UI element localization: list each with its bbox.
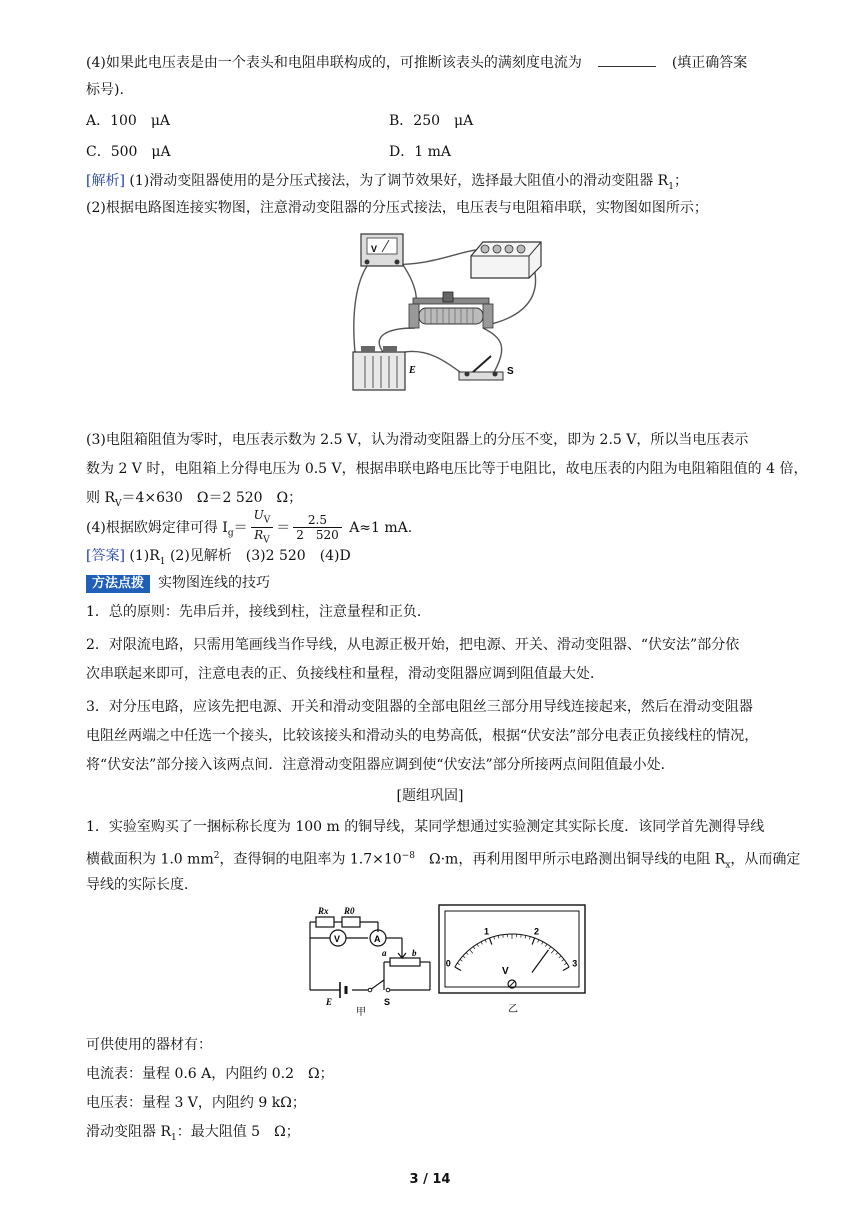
switch-device [459,356,514,380]
method-item-3-l3: 将“伏安法”部分接入该两点间．注意滑动变阻器应调到使“伏安法”部分所接两点间阻值最小处． [86,757,675,773]
analysis-p2: (2)根据电路图连接实物图，注意滑动变阻器的分压式接法，电压表与电阻箱串联，实物图如图所示； [86,200,708,216]
analysis-p3-l3: 则 $R_V=4\times 630$ Ω＝2 520 Ω； [86,490,303,509]
analysis-p1: [解析] (1)滑动变阻器使用的是分压式接法，为了调节效果好，选择最大阻值小的滑动变阻器 $R_1$； [86,173,688,192]
q1-l2: 横截面积为 1.0 $mm^2$，查得铜的电阻率为 $1.7\times 10^{-8}$ Ω·m，再利用图甲所示电路测出铜导线的电阻 $R_x$，从而确定 [86,851,801,871]
dial-unit: V [502,966,509,977]
option-a: A．100 μA [86,113,171,129]
rheostat-device [409,292,493,328]
svg-text:b: b [412,948,417,958]
scale-label: 3 [572,958,578,969]
svg-text:a: a [382,948,387,958]
scale-label: 0 [445,958,451,969]
svg-text:S: S [384,997,391,1007]
answer-line: [答案] $(1)R_1$ (2)见解析 (3)2 520 (4)D [86,548,351,567]
answer-tag: [答案] [86,548,125,564]
method-item-2-l2: 次串联起来即可，注意电表的正、负接线柱和量程，滑动变阻器应调到阻值最大处． [86,666,604,682]
resistance-box [471,242,541,278]
scale-label: 1 [484,926,490,937]
method-header: 方法点拨 实物图连线的技巧 [86,573,776,593]
analysis-tag: [解析] [86,173,125,189]
method-item-3-l1: 3．对分压电路，应该先把电源、开关和滑动变阻器的全部电阻丝三部分用导线连接起来，然后在滑动变阻器 [86,699,753,715]
voltmeter-dial-figure [438,904,588,1016]
fig-caption-yi: 乙 [508,1004,518,1015]
r0-label: R0 [344,906,355,916]
wire [483,328,502,374]
method-item-2-l1: 2．对限流电路，只需用笔画线当作导线，从电源正极开始，把电源、开关、滑动变阻器、“伏安法”部分依 [86,637,740,653]
method-item-1: 1．总的原则：先串后并，接线到柱，注意量程和正负． [86,604,431,620]
q4-stem-cont: 标号). [86,82,124,98]
svg-text:V: V [371,244,378,254]
analysis-p4: (4)根据欧姆定律可得 $I_g=$ $\frac{U_V}{R_V}$ ＝ $\frac{2.5}{2 520}$ A≈1 mA. [86,508,413,546]
equipment-rheostat: 滑动变阻器 $R_1$：最大阻值 5 Ω； [86,1124,300,1143]
slider-arrow [398,952,406,958]
fraction: $\frac{U_V}{R_V}$ [251,508,274,548]
method-item-3-l2: 电阻丝两端之中任选一个接头，比较该接头和滑动头的电势高低，根据“伏安法”部分电表正负接线柱的情况， [86,728,759,744]
ammeter-symbol: A [374,934,381,944]
svg-text:S: S [507,366,514,377]
svg-text:E: E [409,365,416,376]
voltmeter-device [361,234,403,266]
q4-stem: (4)如果此电压表是由一个表头和电阻串联构成的，可推断该表头的满刻度电流为 (填正确答案 [86,55,748,71]
scale-label: 2 [533,926,539,937]
rx-label: Rx [318,906,329,916]
section-title: [题组巩固] [396,788,464,804]
option-c: C．500 μA [86,144,171,160]
analysis-p3-l2: 数为 2 V 时，电阻箱上分得电压为 0.5 V，根据串联电路电压比等于电阻比，故电压表的内阻为电阻箱阻值的 4 倍， [86,461,808,477]
equipment-heading: 可供使用的器材有： [86,1037,212,1053]
q1-l3: 导线的实际长度． [86,877,198,893]
analysis-p3-l1: (3)电阻箱阻值为零时，电压表示数为 2.5 V，认为滑动变阻器上的分压不变，即为 2.5 V，所以当电压表示 [86,432,749,448]
equipment-ammeter: 电流表：量程 0.6 A，内阻约 0.2 Ω； [86,1066,334,1082]
wiring-figure [343,228,553,400]
answer-blank [598,54,656,67]
circuit-diagram [306,904,438,1016]
option-b: B．250 μA [389,113,474,129]
fraction: $\frac{2.5}{2 520}$ [293,513,342,542]
equipment-voltmeter: 电压表：量程 3 V，内阻约 9 kΩ； [86,1095,306,1111]
option-d: D．1 mA [389,144,451,160]
battery-device [353,346,416,390]
voltmeter-symbol: V [334,934,341,944]
method-badge: 方法点拨 [86,575,150,593]
svg-text:E: E [326,997,333,1007]
fig-caption-jia: 甲 [356,1007,366,1016]
q1-l1: 1．实验室购买了一捆标称长度为 100 m 的铜导线，某同学想通过实验测定其实际长度．该同学首先测得导线 [86,819,765,835]
page-number: 3 / 14 [409,1172,451,1187]
